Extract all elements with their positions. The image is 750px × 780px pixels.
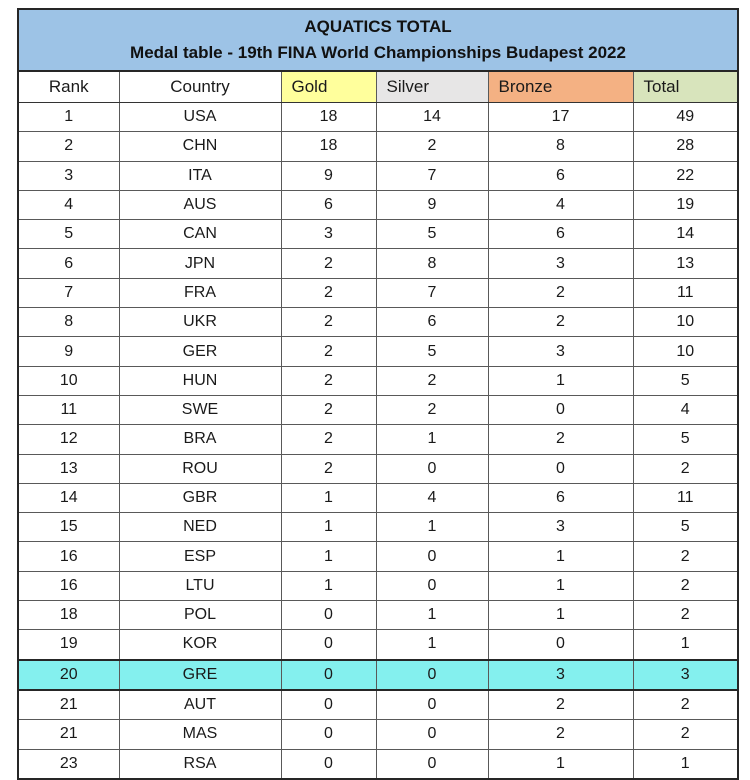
table-cell: 9 [376, 190, 488, 219]
table-cell: 4 [488, 190, 633, 219]
table-cell: 2 [281, 337, 376, 366]
table-cell: 5 [376, 220, 488, 249]
table-cell: GBR [119, 483, 281, 512]
table-cell: 18 [18, 601, 119, 630]
table-cell: 5 [376, 337, 488, 366]
table-cell: 0 [281, 690, 376, 720]
column-header-gold: Gold [281, 71, 376, 103]
table-cell: 1 [281, 542, 376, 571]
table-cell: 2 [488, 278, 633, 307]
table-cell: 3 [633, 660, 738, 690]
table-cell: 1 [376, 513, 488, 542]
table-cell: 21 [18, 690, 119, 720]
table-cell: ROU [119, 454, 281, 483]
table-cell: SWE [119, 395, 281, 424]
table-cell: 1 [488, 542, 633, 571]
table-title-row [18, 9, 738, 71]
table-cell: 2 [18, 132, 119, 161]
table-cell: 0 [376, 571, 488, 600]
table-cell: 21 [18, 720, 119, 749]
table-cell: 19 [18, 630, 119, 660]
table-cell: 2 [281, 425, 376, 454]
table-cell: 6 [281, 190, 376, 219]
table-cell: 0 [376, 720, 488, 749]
table-cell: 2 [281, 308, 376, 337]
table-cell: 6 [18, 249, 119, 278]
table-cell: 5 [18, 220, 119, 249]
table-cell: 2 [281, 366, 376, 395]
table-cell: 1 [281, 513, 376, 542]
table-cell: UKR [119, 308, 281, 337]
table-cell: 5 [633, 366, 738, 395]
table-row [18, 337, 738, 366]
column-header-country: Country [119, 71, 281, 103]
table-cell: 3 [488, 660, 633, 690]
table-cell: 2 [633, 542, 738, 571]
table-cell: LTU [119, 571, 281, 600]
table-cell: 2 [281, 395, 376, 424]
table-cell: 18 [281, 103, 376, 132]
table-cell: 23 [18, 749, 119, 779]
table-cell: 11 [18, 395, 119, 424]
table-cell: 2 [633, 720, 738, 749]
table-cell: 14 [376, 103, 488, 132]
table-cell: 8 [376, 249, 488, 278]
table-row [18, 513, 738, 542]
table-cell: 17 [488, 103, 633, 132]
table-row [18, 132, 738, 161]
table-cell: 2 [488, 690, 633, 720]
table-cell: KOR [119, 630, 281, 660]
table-row [18, 571, 738, 600]
table-title-line1: AQUATICS TOTAL [304, 16, 452, 36]
table-cell: CHN [119, 132, 281, 161]
table-cell: 6 [488, 220, 633, 249]
table-row [18, 425, 738, 454]
column-header-rank: Rank [18, 71, 119, 103]
table-cell: GRE [119, 660, 281, 690]
table-cell: ITA [119, 161, 281, 190]
table-cell: 1 [633, 749, 738, 779]
table-cell: BRA [119, 425, 281, 454]
table-cell: 3 [488, 249, 633, 278]
table-cell: 0 [376, 660, 488, 690]
table-cell: 0 [488, 630, 633, 660]
table-cell: 2 [488, 308, 633, 337]
table-cell: POL [119, 601, 281, 630]
table-row [18, 542, 738, 571]
table-cell: 1 [376, 601, 488, 630]
table-cell: 12 [18, 425, 119, 454]
table-cell: 3 [281, 220, 376, 249]
table-cell: 19 [633, 190, 738, 219]
table-cell: 5 [633, 425, 738, 454]
table-cell: 2 [281, 278, 376, 307]
table-cell: 0 [281, 720, 376, 749]
table-cell: 14 [18, 483, 119, 512]
table-cell: 9 [18, 337, 119, 366]
medal-table [17, 8, 739, 780]
table-cell: 3 [488, 513, 633, 542]
table-cell: JPN [119, 249, 281, 278]
table-row [18, 483, 738, 512]
table-cell: 10 [18, 366, 119, 395]
table-cell: 0 [281, 660, 376, 690]
medal-table-container [17, 8, 739, 780]
table-cell: 28 [633, 132, 738, 161]
table-cell: 22 [633, 161, 738, 190]
table-title-line2: Medal table - 19th FINA World Championships Budapest 2022 [130, 43, 626, 62]
table-cell: 49 [633, 103, 738, 132]
table-cell: 6 [488, 161, 633, 190]
table-cell: 11 [633, 483, 738, 512]
table-cell: 2 [281, 454, 376, 483]
table-cell: 10 [633, 337, 738, 366]
table-cell: 2 [633, 601, 738, 630]
table-cell: 1 [376, 425, 488, 454]
table-row [18, 454, 738, 483]
table-cell: 1 [281, 483, 376, 512]
table-cell: 0 [376, 542, 488, 571]
table-cell: 2 [488, 425, 633, 454]
table-cell: USA [119, 103, 281, 132]
table-cell: 15 [18, 513, 119, 542]
table-cell: AUT [119, 690, 281, 720]
table-cell: 11 [633, 278, 738, 307]
table-row [18, 720, 738, 749]
table-cell: MAS [119, 720, 281, 749]
table-cell: 7 [18, 278, 119, 307]
table-cell: FRA [119, 278, 281, 307]
table-row [18, 601, 738, 630]
table-cell: 2 [633, 454, 738, 483]
table-row [18, 690, 738, 720]
table-cell: 0 [281, 630, 376, 660]
table-cell: GER [119, 337, 281, 366]
table-cell: 0 [488, 395, 633, 424]
table-cell: 2 [281, 249, 376, 278]
table-cell: 0 [488, 454, 633, 483]
table-row-highlighted [18, 660, 738, 690]
table-cell: 2 [633, 690, 738, 720]
table-cell: 2 [488, 720, 633, 749]
table-row [18, 103, 738, 132]
table-cell: AUS [119, 190, 281, 219]
table-cell: 1 [18, 103, 119, 132]
table-cell: ESP [119, 542, 281, 571]
table-cell: 13 [633, 249, 738, 278]
table-cell: 6 [376, 308, 488, 337]
table-title [18, 9, 738, 71]
table-row [18, 249, 738, 278]
table-cell: NED [119, 513, 281, 542]
table-row [18, 161, 738, 190]
table-cell: 2 [376, 395, 488, 424]
table-row [18, 630, 738, 660]
table-cell: 0 [376, 454, 488, 483]
table-row [18, 220, 738, 249]
table-cell: 1 [488, 601, 633, 630]
table-cell: 1 [281, 571, 376, 600]
table-cell: 1 [488, 366, 633, 395]
table-cell: 4 [633, 395, 738, 424]
table-cell: 13 [18, 454, 119, 483]
table-cell: 1 [488, 571, 633, 600]
table-cell: 1 [488, 749, 633, 779]
table-cell: 20 [18, 660, 119, 690]
table-cell: 16 [18, 571, 119, 600]
table-cell: 1 [376, 630, 488, 660]
table-cell: 5 [633, 513, 738, 542]
table-cell: 16 [18, 542, 119, 571]
table-cell: 8 [18, 308, 119, 337]
table-cell: 7 [376, 278, 488, 307]
table-cell: 3 [18, 161, 119, 190]
table-cell: 0 [281, 749, 376, 779]
table-cell: 2 [633, 571, 738, 600]
table-cell: 18 [281, 132, 376, 161]
table-row [18, 395, 738, 424]
table-cell: 0 [376, 749, 488, 779]
table-cell: 6 [488, 483, 633, 512]
table-row [18, 749, 738, 779]
table-row [18, 190, 738, 219]
table-cell: RSA [119, 749, 281, 779]
table-cell: 4 [18, 190, 119, 219]
table-cell: 8 [488, 132, 633, 161]
column-header-row [18, 71, 738, 103]
table-cell: HUN [119, 366, 281, 395]
column-header-total: Total [633, 71, 738, 103]
table-cell: 14 [633, 220, 738, 249]
table-body [18, 103, 738, 779]
column-header-silver: Silver [376, 71, 488, 103]
column-header-bronze: Bronze [488, 71, 633, 103]
table-cell: 0 [281, 601, 376, 630]
table-cell: 1 [633, 630, 738, 660]
table-cell: 2 [376, 132, 488, 161]
table-cell: 0 [376, 690, 488, 720]
table-row [18, 308, 738, 337]
table-cell: 2 [376, 366, 488, 395]
table-cell: 4 [376, 483, 488, 512]
table-row [18, 366, 738, 395]
table-cell: 9 [281, 161, 376, 190]
table-cell: 3 [488, 337, 633, 366]
table-cell: 7 [376, 161, 488, 190]
table-cell: 10 [633, 308, 738, 337]
table-cell: CAN [119, 220, 281, 249]
table-row [18, 278, 738, 307]
